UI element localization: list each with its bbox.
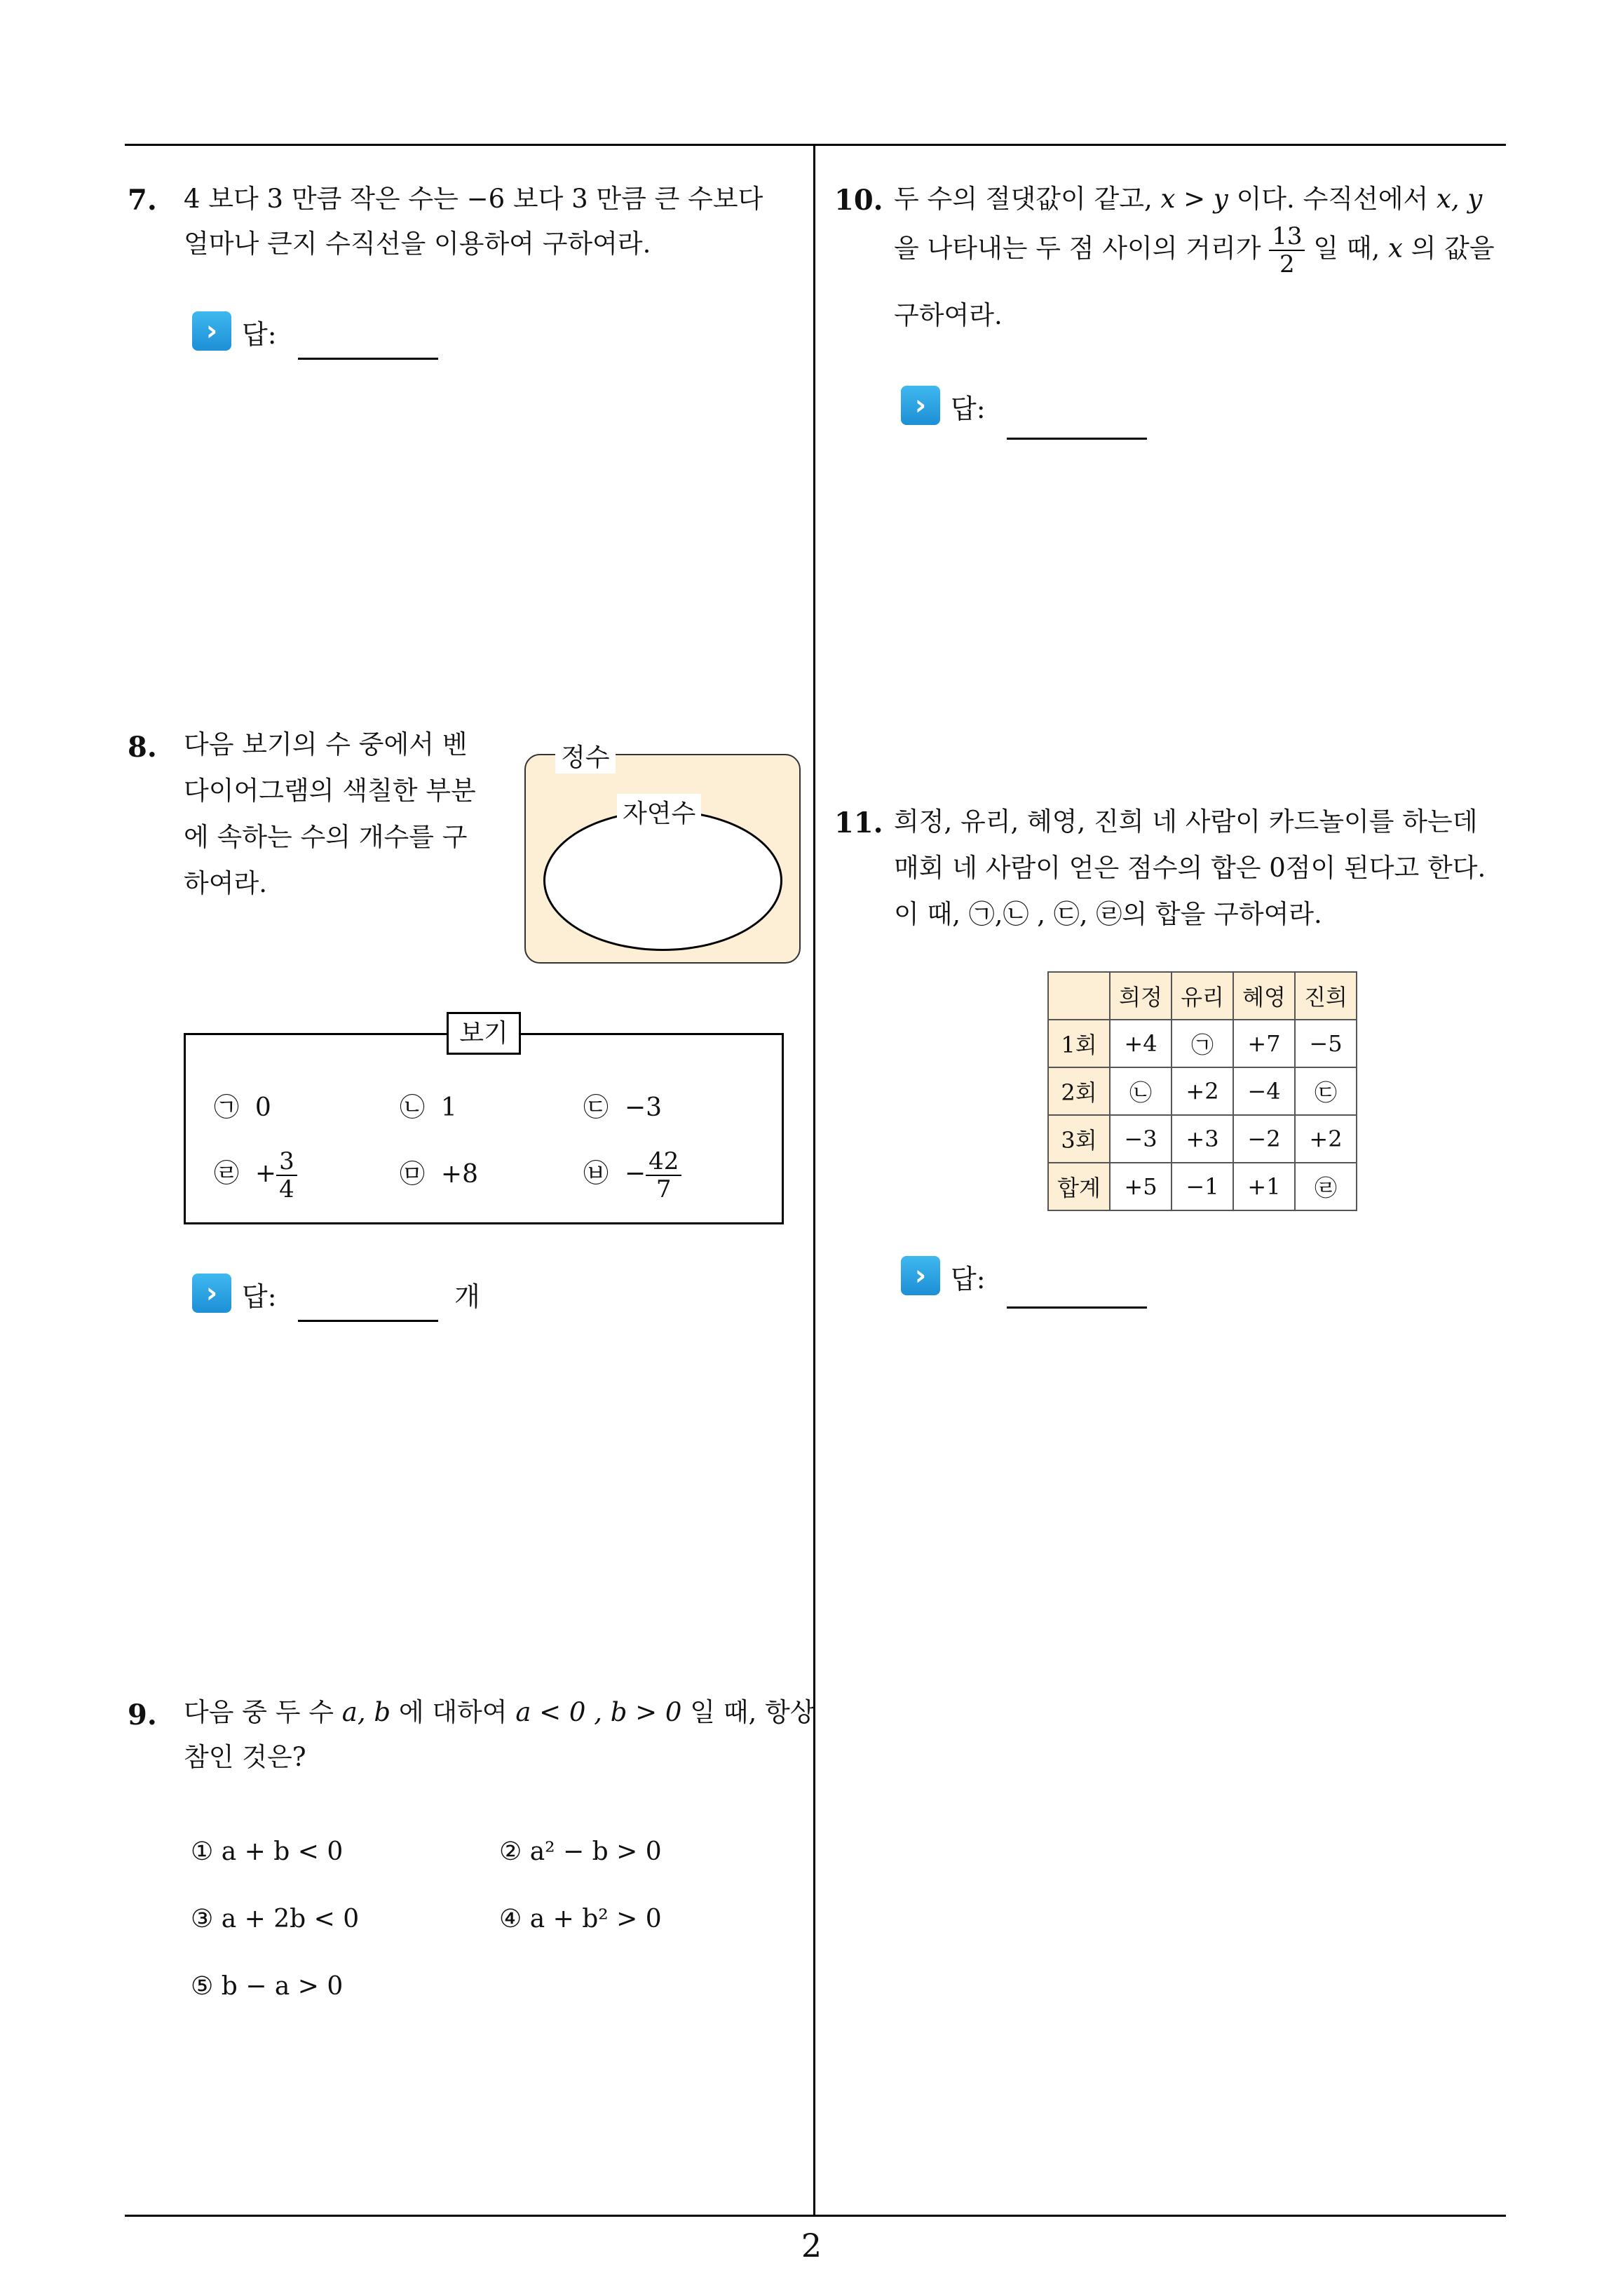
answer-blank-q8[interactable]: [298, 1320, 438, 1322]
table-cell: +7: [1233, 1020, 1295, 1067]
table-header-cell: [1048, 972, 1110, 1020]
table-cell: −5: [1295, 1020, 1357, 1067]
question-11-line1: 희정, 유리, 혜영, 진희 네 사람이 카드놀이를 하는데: [894, 806, 1478, 837]
choice-4[interactable]: ④ a + b² > 0: [499, 1905, 662, 1933]
question-11-line3: 이 때, ㉠,㉡ , ㉢, ㉣의 합을 구하여라.: [894, 899, 1322, 929]
table-row-label: 1회: [1048, 1020, 1110, 1067]
table-header-cell: 혜영: [1233, 972, 1295, 1020]
answer-arrow-icon: ›: [192, 1274, 231, 1313]
answer-label: 답:: [951, 393, 986, 424]
bogi-item-4: ㉣ + $\frac{3}{4}$: [214, 1148, 297, 1203]
bogi-title: 보기: [447, 1012, 521, 1055]
choice-3[interactable]: ③ a + 2b < 0: [191, 1905, 360, 1933]
top-rule: [125, 144, 1506, 146]
table-cell: +3: [1172, 1115, 1233, 1163]
table-row: [1048, 1067, 1357, 1115]
answer-arrow-icon: ›: [901, 386, 940, 425]
choice-5[interactable]: ⑤ b − a > 0: [191, 1972, 344, 2001]
bogi-item-5: ㉤ +8: [400, 1160, 478, 1189]
bogi-item-3: ㉢ −3: [583, 1093, 662, 1122]
question-9-line1: 다음 중 두 수 a, b 에 대하여 a < 0 , b > 0 일 때, 항상: [184, 1697, 815, 1727]
table-row: [1048, 1020, 1357, 1067]
table-row: [1048, 1163, 1357, 1210]
question-10-number: 10.: [834, 184, 883, 217]
table-cell: +4: [1110, 1020, 1172, 1067]
table-row-label: 3회: [1048, 1115, 1110, 1163]
question-8-line1: 다음 보기의 수 중에서 벤: [184, 729, 468, 759]
table-row-label: 2회: [1048, 1067, 1110, 1115]
column-divider: [813, 144, 815, 2216]
table-cell: ㉡: [1110, 1067, 1172, 1115]
table-header-row: [1048, 972, 1357, 1020]
answer-unit: 개: [454, 1281, 480, 1312]
table-cell: −4: [1233, 1067, 1295, 1115]
choice-2[interactable]: ② a² − b > 0: [499, 1837, 662, 1866]
table-header-cell: 진희: [1295, 972, 1357, 1020]
question-9-line2: 참인 것은?: [184, 1742, 306, 1772]
bottom-rule: [125, 2215, 1506, 2217]
question-8-line3: 에 속하는 수의 개수를 구: [184, 822, 468, 852]
table-cell: −2: [1233, 1115, 1295, 1163]
question-11-line2: 매회 네 사람이 얻은 점수의 합은 0점이 된다고 한다.: [894, 853, 1486, 883]
answer-blank-q11[interactable]: [1007, 1306, 1147, 1309]
score-table: [1047, 971, 1357, 1211]
table-row: [1048, 1115, 1357, 1163]
table-cell: +2: [1172, 1067, 1233, 1115]
venn-inner-label: 자연수: [617, 794, 701, 830]
question-11-number: 11.: [834, 806, 883, 839]
venn-natural-ellipse: [543, 810, 782, 951]
question-7-line1: 4 보다 3 만큼 작은 수는 −6 보다 3 만큼 큰 수보다: [184, 184, 763, 214]
answer-blank-q10[interactable]: [1007, 438, 1147, 440]
question-7-line2: 얼마나 큰지 수직선을 이용하여 구하여라.: [184, 229, 651, 259]
table-cell: −1: [1172, 1163, 1233, 1210]
answer-label: 답:: [242, 319, 277, 350]
table-row-label: 합계: [1048, 1163, 1110, 1210]
table-cell: ㉠: [1172, 1020, 1233, 1067]
question-10-line2: 을 나타내는 두 점 사이의 거리가 $\frac{13}{2}$ 일 때, x 의 값을: [894, 222, 1495, 278]
question-8-line4: 하여라.: [184, 868, 267, 898]
venn-outer-label: 정수: [555, 738, 616, 774]
table-cell: ㉣: [1295, 1163, 1357, 1210]
table-cell: +2: [1295, 1115, 1357, 1163]
answer-label: 답:: [242, 1281, 277, 1312]
question-10-line1: 두 수의 절댓값이 같고, x > y 이다. 수직선에서 x, y: [894, 184, 1483, 214]
answer-blank-q7[interactable]: [298, 358, 438, 360]
table-cell: ㉢: [1295, 1067, 1357, 1115]
bogi-item-2: ㉡ 1: [400, 1093, 457, 1122]
table-cell: −3: [1110, 1115, 1172, 1163]
table-cell: +1: [1233, 1163, 1295, 1210]
table-header-cell: 유리: [1172, 972, 1233, 1020]
question-7-number: 7.: [128, 184, 157, 217]
question-10-line3: 구하여라.: [894, 300, 1003, 330]
question-8-number: 8.: [128, 731, 157, 764]
question-8-line2: 다이어그램의 색칠한 부분: [184, 776, 476, 806]
answer-arrow-icon: ›: [901, 1256, 940, 1295]
answer-label: 답:: [951, 1264, 986, 1295]
page-number: 2: [801, 2227, 822, 2264]
choice-1[interactable]: ① a + b < 0: [191, 1837, 344, 1866]
table-cell: +5: [1110, 1163, 1172, 1210]
bogi-item-6: ㉥ − $\frac{42}{7}$: [583, 1148, 681, 1203]
table-header-cell: 희정: [1110, 972, 1172, 1020]
bogi-item-1: ㉠ 0: [214, 1093, 271, 1122]
question-9-number: 9.: [128, 1699, 157, 1731]
answer-arrow-icon: ›: [192, 311, 231, 351]
